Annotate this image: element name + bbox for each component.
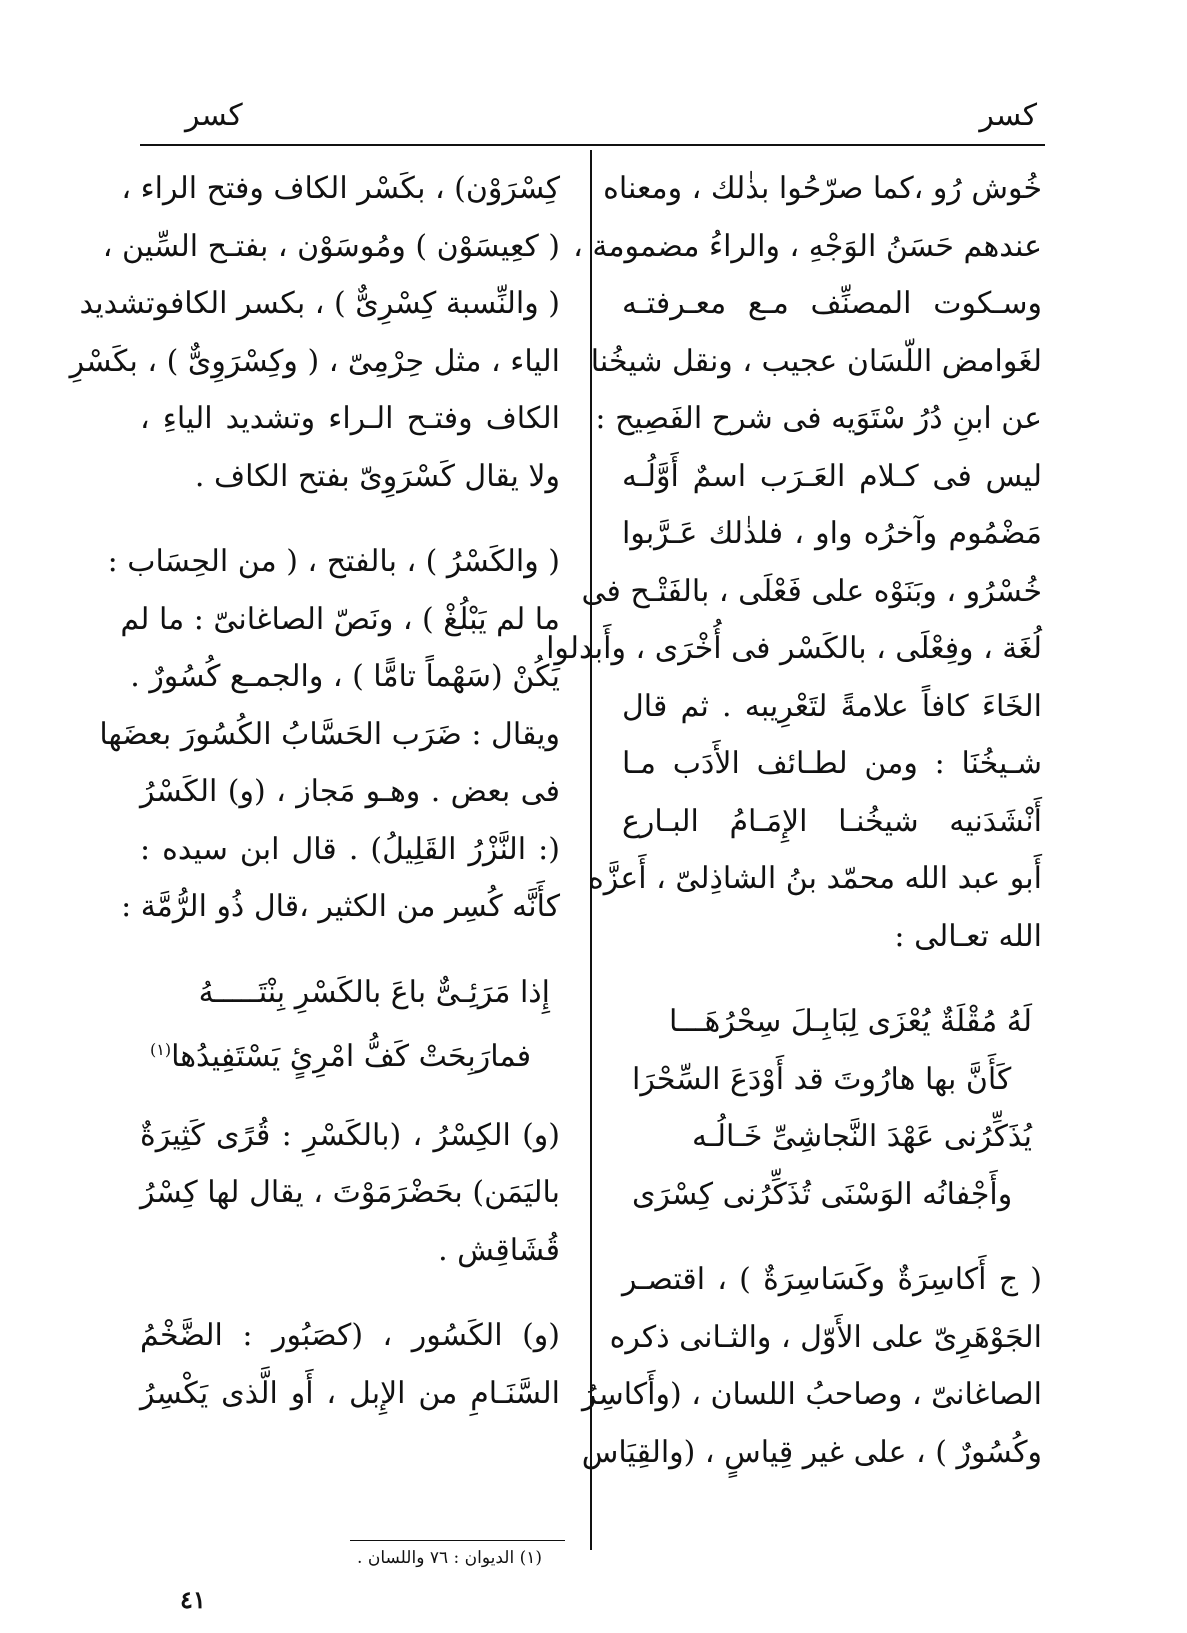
text-line: وسـكوت المصنِّف مـع معـرفتـه <box>622 286 1042 321</box>
text-line: قُشَاقِش . <box>438 1232 560 1268</box>
spacer <box>140 936 560 964</box>
text-line: ما لم يَبْلُغْ ) ، ونَصّ الصاغانىّ : ما لم <box>120 601 560 637</box>
verse-line: إِذا مَرَئِـىٌّ باعَ بالكَسْرِ بِنْتَـــــهُ <box>198 974 550 1010</box>
page-number: ٤١ <box>180 1585 206 1614</box>
text-line: يَكُنْ (سَهْماً تامًّا ) ، والجمـع كُسُورٌ . <box>130 659 560 694</box>
text-line: شـيخُنَا : ومن لطـائف الأَدَب مـا <box>622 746 1042 781</box>
text-line: وكُسُورٌ ) ، على غير قِياسٍ ، (والقِيَاس <box>581 1434 1042 1470</box>
text-line: ( والكَسْرُ ) ، بالفتح ، ( من الحِسَاب : <box>107 544 560 579</box>
spacer <box>140 505 560 533</box>
text-line: أَبو عبد الله محمّد بنُ الشاذِلىّ ، أَعزَّه <box>588 861 1042 896</box>
spacer <box>140 1279 560 1307</box>
spacer <box>622 1223 1042 1251</box>
text-line: كأَنَّه كُسِر من الكثير ،قال ذُو الرُّمَّة : <box>121 889 560 924</box>
verse-line: كَأَنَّ بها هارُوتَ قد أَوْدَعَ السِّحْرَا <box>632 1061 1012 1097</box>
text-line: ( ج أَكاسِرَةٌ وكَسَاسِرَةٌ ) ، اقتصـر <box>622 1262 1042 1297</box>
text-line: خُسْرُو ، وبَنَوْه على فَعْلَى ، بالفَتْـح فى <box>581 573 1042 609</box>
text-line: (و) الكَسُور ، (كصَبُور : الضَّخْمُ <box>140 1318 560 1353</box>
text-line: السَّنَـامِ من الإِبل ، أَو الَّذى يَكْسِرُ <box>140 1375 560 1411</box>
verse-line: يُذَكِّرُنى عَهْدَ النَّجاشِىِّ خَـالُـه <box>691 1119 1032 1154</box>
spacer <box>140 1079 560 1107</box>
text-line: باليَمَن) بحَضْرَمَوْتَ ، يقال لها كِسْرُ <box>140 1175 560 1210</box>
text-line: مَضْمُوم وآخرُه واو ، فلذٰلك عَـرَّبوا <box>622 516 1042 551</box>
text-line: أَنْشَدَنيه شيخُنـا الإِمَـامُ البـارع <box>622 803 1042 839</box>
text-line: ( كعِيسَوْن ) ومُوسَوْن ، بفتـح السِّين ، <box>102 228 560 264</box>
text-line: ( والنِّسبة كِسْرِىٌّ ) ، بكسر الكافوتشديد <box>79 286 560 321</box>
running-header-left: كسر <box>185 98 243 133</box>
text-line: ولا يقال كَسْرَوِىّ بفتح الكاف . <box>194 458 560 494</box>
text-line: الكاف وفتـح الـراء وتشديد الياءِ ، <box>140 401 560 436</box>
text-line: الياء ، مثل حِرْمِىّ ، ( وكِسْرَوِىٌّ ) ، بكَسْرِ <box>69 343 560 379</box>
text-line: (و) الكِسْرُ ، (بالكَسْرِ : قُرًى كَثِيرَةٌ <box>140 1117 560 1153</box>
text-line: عن ابنِ دُرُ سْتَوَيه فى شرح الفَصِيح : <box>595 401 1042 436</box>
right-column <box>546 160 1042 1481</box>
verse-line: لَهُ مُقْلَةٌ يُعْزَى لِبَابِـلَ سِحْرُهَـــا <box>668 1004 1032 1039</box>
footnote-rule <box>350 1540 565 1541</box>
text-line: خُوش رُو ،كما صرّحُوا بذٰلك ، ومعناه <box>603 171 1042 206</box>
text-line: الجَوْهَرِىّ على الأَوّل ، والثـانى ذكره <box>609 1319 1042 1355</box>
text-line: فى بعض . وهـو مَجاز ، (و) الكَسْرُ <box>140 774 560 809</box>
header-rule <box>140 144 1045 146</box>
left-column <box>69 160 560 1422</box>
running-header-right: كسر <box>979 98 1037 133</box>
footnote: (١) الديوان : ٧٦ واللسان . <box>357 1548 542 1568</box>
verse-text: فمارَبِحَتْ كَفُّ امْرِئٍ يَسْتَفِيدُها <box>171 1039 532 1074</box>
text-line: الخَاءَ كافاً علامةً لتَعْرِيبه . ثم قال <box>622 688 1042 724</box>
text-line: عندهم حَسَنُ الوَجْهِ ، والراءُ مضمومة ، <box>573 228 1042 264</box>
spacer <box>622 965 1042 993</box>
text-line: كِسْرَوْن) ، بكَسْر الكاف وفتح الراء ، <box>121 171 560 206</box>
verse-line: وأَجْفانُه الوَسْنَى تُذَكِّرُنى كِسْرَى <box>632 1176 1013 1212</box>
text-line: لغَوامض اللّسَان عجيب ، ونقل شيخُنا <box>590 343 1042 379</box>
text-line: الله تعـالى : <box>894 918 1042 954</box>
text-line: (: النَّزْرُ القَلِيلُ) . قال ابن سيده : <box>140 831 560 867</box>
text-line: الصاغانىّ ، وصاحبُ اللسان ، (وأَكاسِرُ <box>582 1377 1042 1412</box>
text-line: ليس فى كـلام العَـرَب اسمٌ أَوَّلُـه <box>622 458 1042 494</box>
text-line: ويقال : ضَرَب الحَسَّابُ الكُسُورَ بعضَها <box>99 716 560 752</box>
verse-line <box>140 1021 560 1079</box>
text-line: لُغَة ، وفِعْلَى ، بالكَسْر فى أُخْرَى ، وأَبدلوا <box>546 631 1042 666</box>
footnote-marker: (١) <box>150 1040 172 1059</box>
